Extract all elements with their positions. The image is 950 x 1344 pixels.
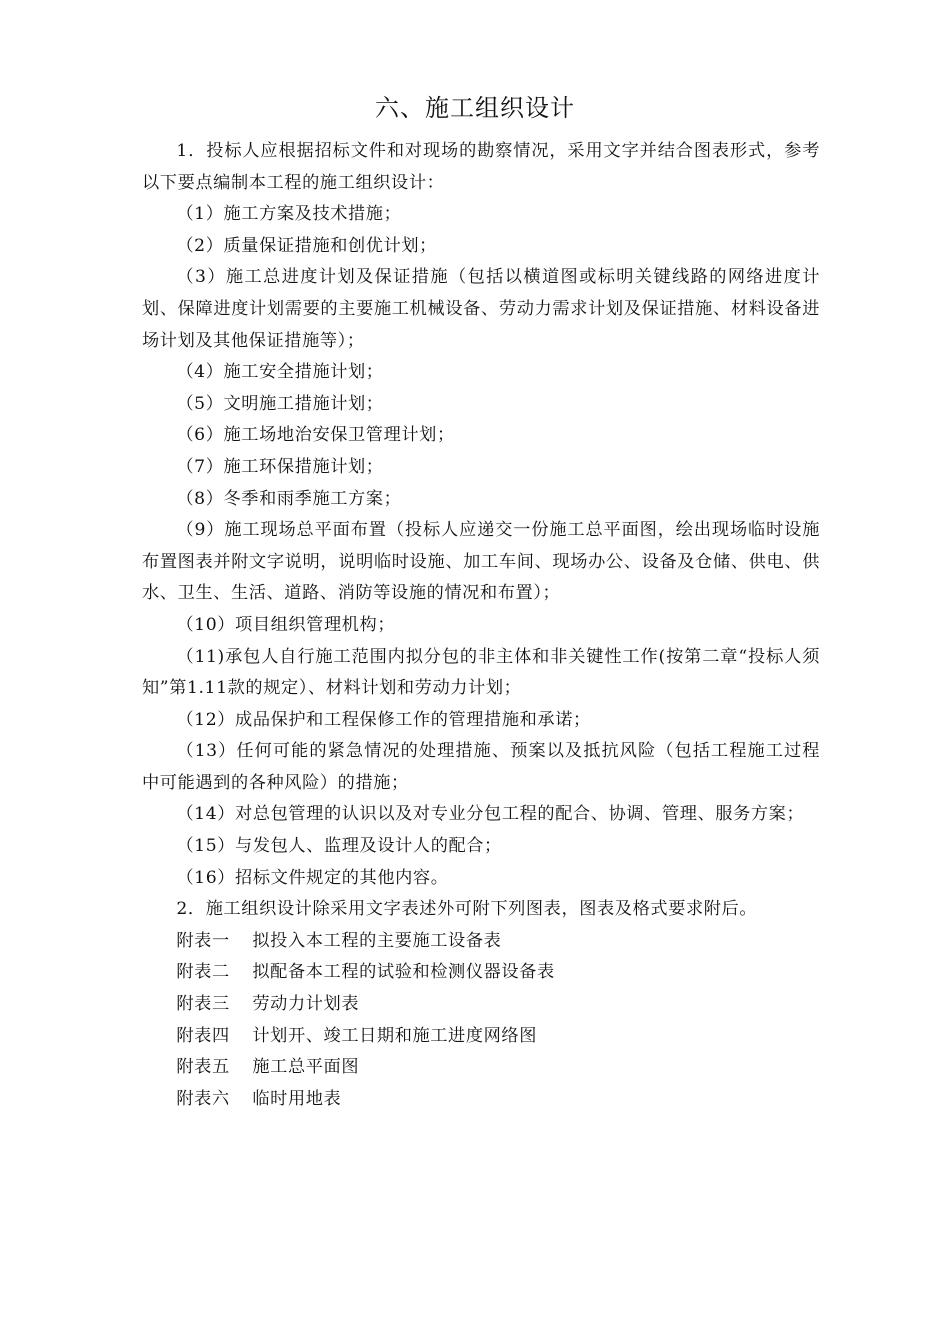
appendix-name: 劳动力计划表 (252, 994, 360, 1015)
appendix-row (142, 1084, 820, 1116)
paragraph-intro: 1．投标人应根据招标文件和对现场的勘察情况，采用文字并结合图表形式，参考以下要点编制本工程的施工组织设计： (142, 141, 820, 193)
list-item-6: （6）施工场地治安保卫管理计划； (176, 425, 455, 446)
list-item-1: （1）施工方案及技术措施； (176, 204, 402, 225)
list-item-16: （16）招标文件规定的其他内容。 (176, 867, 449, 888)
appendix-name: 拟投入本工程的主要施工设备表 (252, 930, 502, 951)
appendix-name: 临时用地表 (252, 1088, 342, 1109)
appendix-row (142, 1052, 820, 1084)
list-item-13: （13）任何可能的紧急情况的处理措施、预案以及抵抗风险（包括工程施工过程中可能遇到的各种风险）的措施； (142, 741, 820, 793)
appendix-code: 附表六 (176, 1088, 230, 1109)
list-item-5: （5）文明施工措施计划； (176, 393, 384, 414)
list-item-2: （2）质量保证措施和创优计划； (176, 235, 437, 256)
list-item-10: （10）项目组织管理机构； (176, 614, 396, 635)
appendix-code: 附表四 (176, 1025, 230, 1046)
appendix-row (142, 1021, 820, 1053)
list-item-14: （14）对总包管理的认识以及对专业分包工程的配合、协调、管理、服务方案； (176, 804, 805, 825)
list-item-8: （8）冬季和雨季施工方案； (176, 488, 402, 509)
list-item-15: （15）与发包人、监理及设计人的配合； (176, 836, 502, 857)
appendix-name: 施工总平面图 (252, 1057, 360, 1078)
appendix-code: 附表五 (176, 1057, 230, 1078)
list-item-4: （4）施工安全措施计划； (176, 362, 384, 383)
document-body (142, 136, 820, 1115)
list-item-11: （11)承包人自行施工范围内拟分包的非主体和非关键性工作(按第二章“投标人须知”第1.11款的规定）、材料计划和劳动力计划； (142, 646, 820, 699)
appendix-name: 计划开、竣工日期和施工进度网络图 (252, 1025, 537, 1046)
list-item-12: （12）成品保护和工程保修工作的管理措施和承诺； (176, 709, 591, 730)
appendix-code: 附表二 (176, 962, 230, 983)
appendix-row (142, 926, 820, 958)
document-title: 六、施工组织设计 (375, 94, 575, 122)
appendix-row (142, 989, 820, 1021)
paragraph-appendix-intro: 2．施工组织设计除采用文字表述外可附下列图表，图表及格式要求附后。 (176, 899, 758, 920)
appendix-row (142, 957, 820, 989)
list-item-9: （9）施工现场总平面布置（投标人应递交一份施工总平面图，绘出现场临时设施布置图表并附文字说明，说明临时设施、加工车间、现场办公、设备及仓储、供电、供水、卫生、生活、道路、消防等设施的情况和布置）； (142, 520, 820, 604)
appendix-code: 附表三 (176, 994, 230, 1015)
list-item-7: （7）施工环保措施计划； (176, 456, 384, 477)
appendix-name: 拟配备本工程的试验和检测仪器设备表 (252, 962, 555, 983)
list-item-3: （3）施工总进度计划及保证措施（包括以横道图或标明关键线路的网络进度计划、保障进度计划需要的主要施工机械设备、劳动力需求计划及保证措施、材料设备进场计划及其他保证措施等）； (142, 267, 820, 351)
appendix-code: 附表一 (176, 930, 230, 951)
